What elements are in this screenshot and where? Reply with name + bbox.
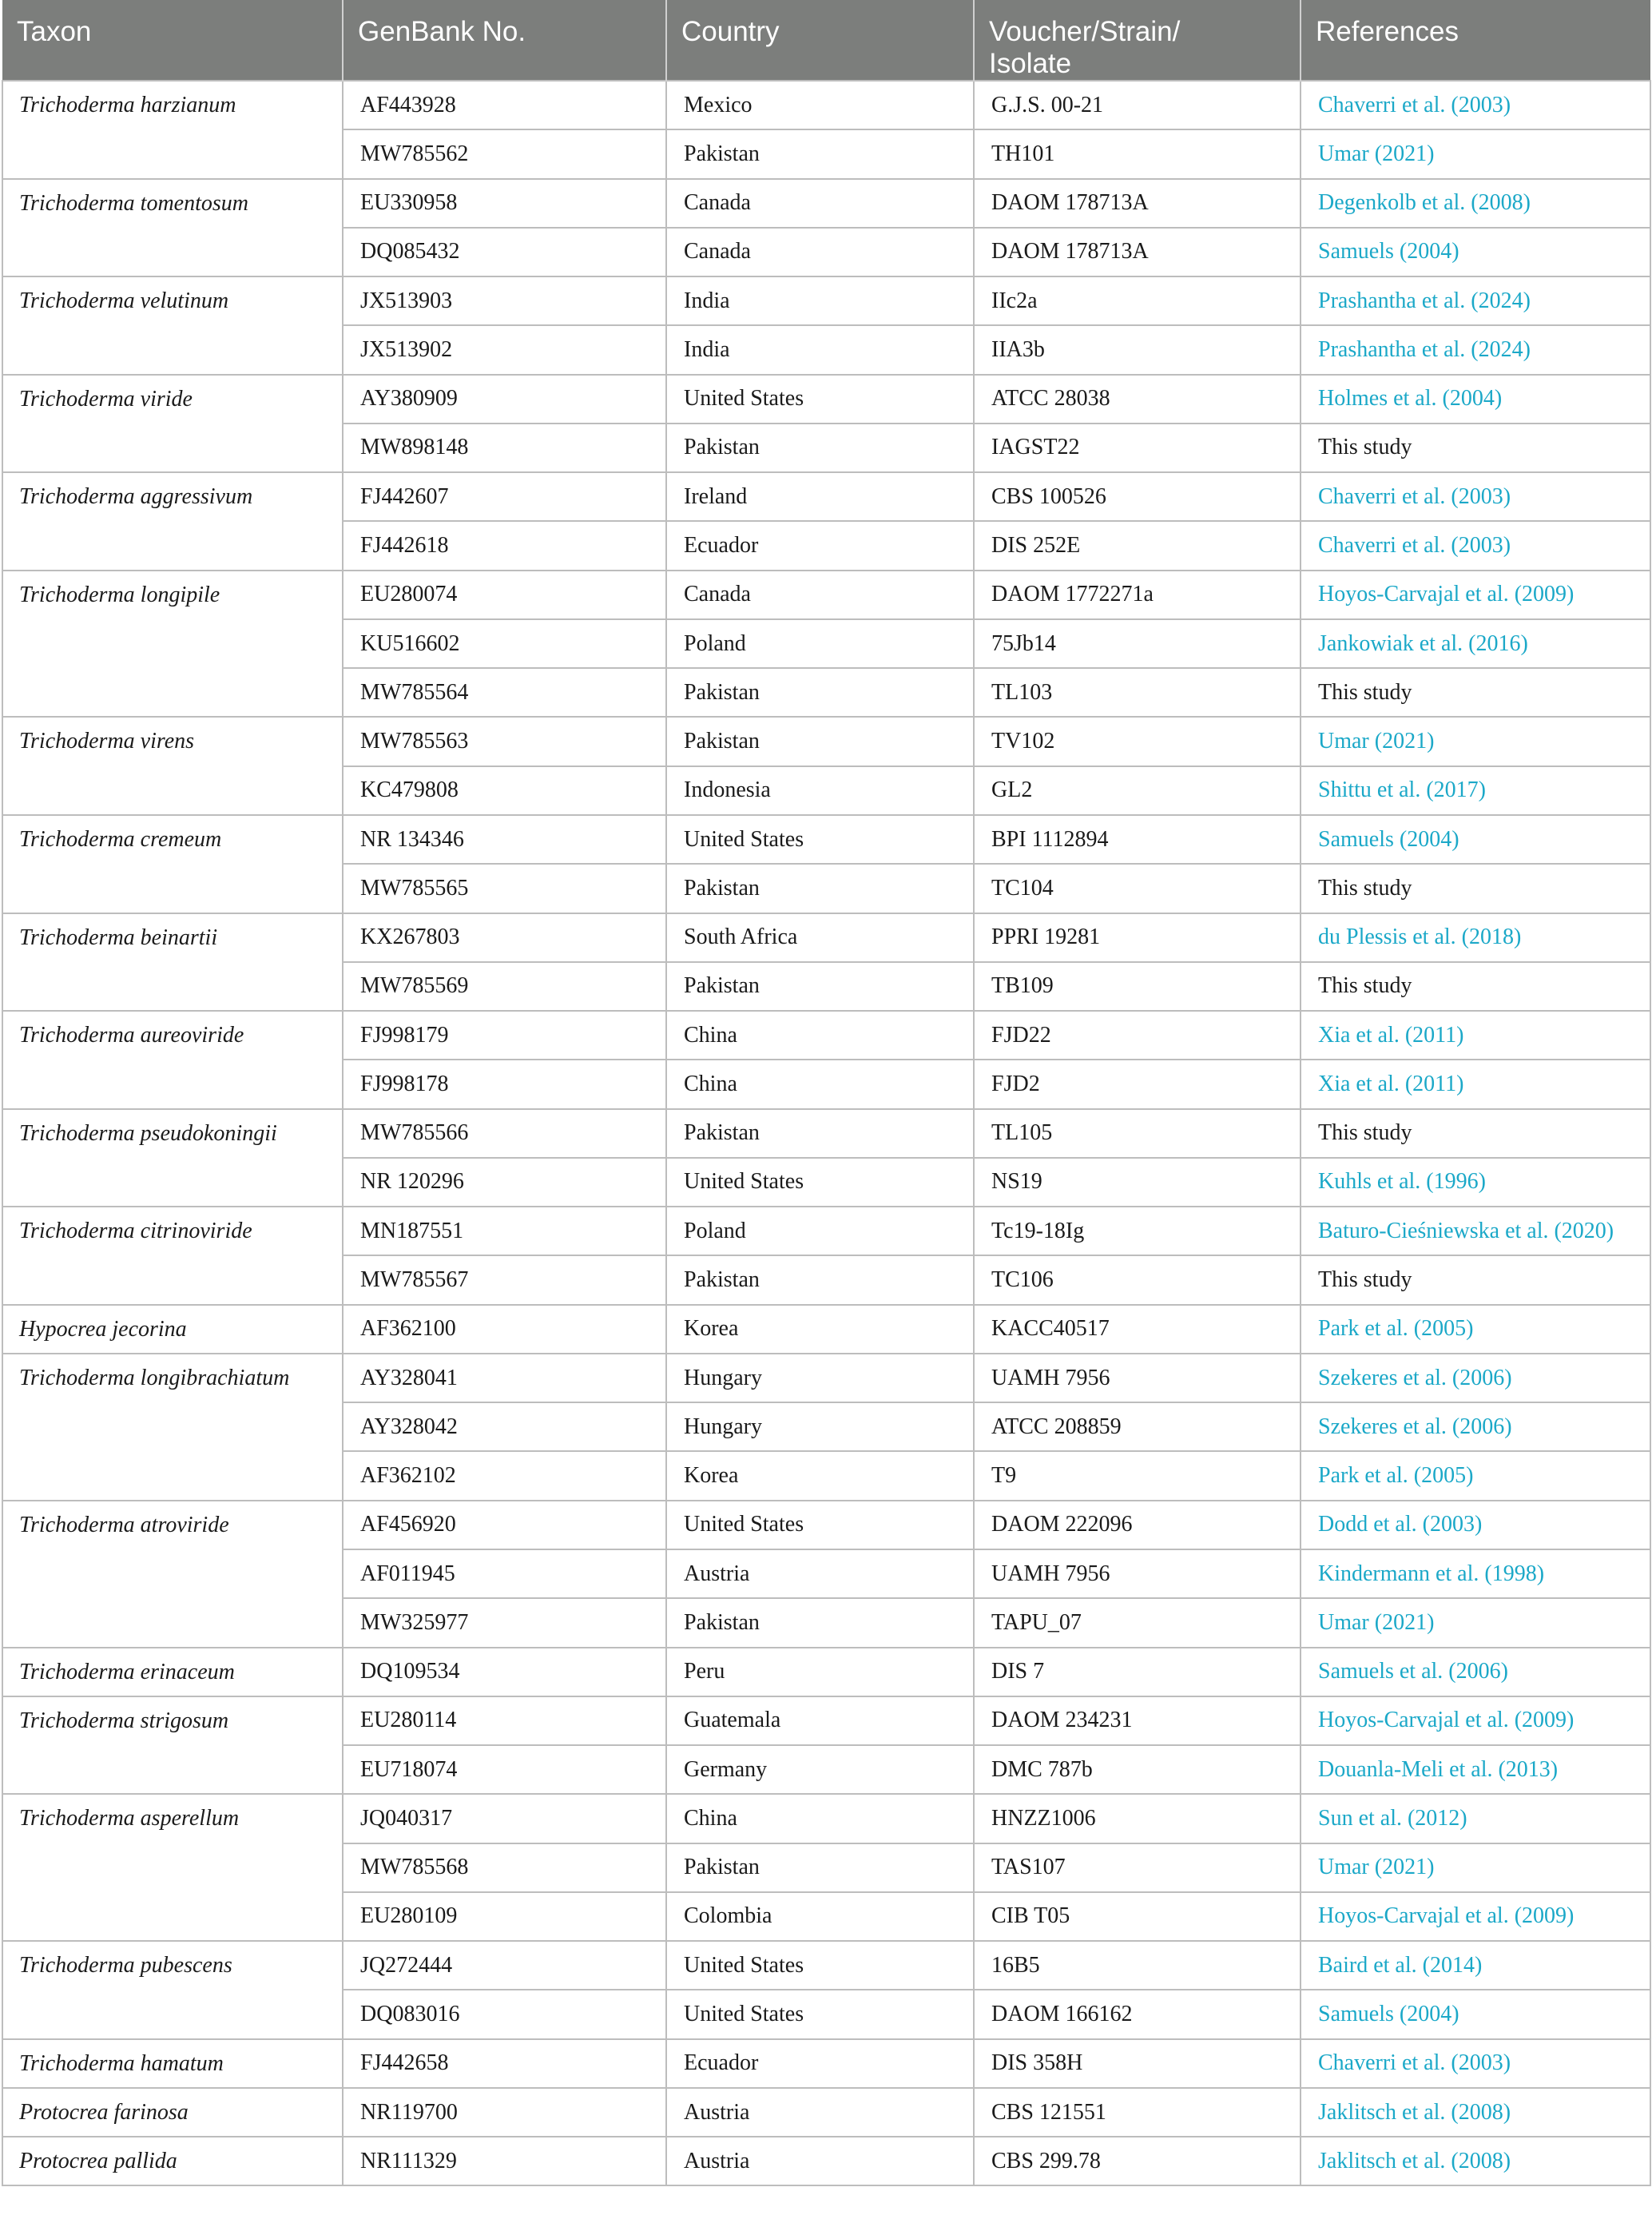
voucher-cell: IAGST22 (974, 424, 1301, 472)
taxon-cell: Trichoderma strigosum (2, 1696, 343, 1795)
genbank-cell: FJ998178 (343, 1060, 666, 1108)
country-cell: United States (666, 1941, 974, 1990)
genbank-cell: MW785569 (343, 962, 666, 1011)
voucher-cell: DAOM 178713A (974, 179, 1301, 228)
table-row (2, 1207, 1650, 1255)
reference-link[interactable]: Dodd et al. (2003) (1301, 1501, 1650, 1549)
voucher-cell: TH101 (974, 129, 1301, 178)
reference-link[interactable]: Chaverri et al. (2003) (1301, 2039, 1650, 2088)
reference-link[interactable]: Prashantha et al. (2024) (1301, 276, 1650, 325)
voucher-cell: PPRI 19281 (974, 913, 1301, 962)
voucher-cell: Tc19-18Ig (974, 1207, 1301, 1255)
voucher-cell: TC106 (974, 1255, 1301, 1304)
taxon-cell: Trichoderma hamatum (2, 2039, 343, 2088)
reference-link[interactable]: Samuels et al. (2006) (1301, 1648, 1650, 1696)
reference-cell: This study (1301, 668, 1650, 717)
voucher-cell: TAPU_07 (974, 1598, 1301, 1647)
taxon-cell: Trichoderma virens (2, 717, 343, 815)
country-cell: India (666, 276, 974, 325)
voucher-cell: DAOM 222096 (974, 1501, 1301, 1549)
country-cell: Pakistan (666, 717, 974, 766)
voucher-cell: FJD2 (974, 1060, 1301, 1108)
header-country: Country (666, 0, 974, 81)
taxon-cell: Trichoderma viride (2, 375, 343, 473)
genbank-cell: JQ272444 (343, 1941, 666, 1990)
genbank-cell: EU280109 (343, 1892, 666, 1941)
table-row (2, 179, 1650, 228)
taxon-cell: Trichoderma atroviride (2, 1501, 343, 1648)
country-cell: United States (666, 1990, 974, 2038)
genbank-cell: EU280114 (343, 1696, 666, 1745)
voucher-cell: TL103 (974, 668, 1301, 717)
table-row (2, 1305, 1650, 1354)
country-cell: Canada (666, 228, 974, 276)
country-cell: Pakistan (666, 864, 974, 913)
genbank-cell: DQ083016 (343, 1990, 666, 2038)
reference-cell: This study (1301, 1255, 1650, 1304)
genbank-cell: AF362102 (343, 1451, 666, 1500)
voucher-cell: DMC 787b (974, 1745, 1301, 1794)
voucher-cell: FJD22 (974, 1011, 1301, 1060)
country-cell: China (666, 1011, 974, 1060)
taxon-cell: Trichoderma tomentosum (2, 179, 343, 277)
voucher-cell: DAOM 234231 (974, 1696, 1301, 1745)
genbank-cell: NR119700 (343, 2088, 666, 2137)
reference-link[interactable]: Umar (2021) (1301, 129, 1650, 178)
voucher-cell: DIS 252E (974, 521, 1301, 570)
voucher-cell: DAOM 178713A (974, 228, 1301, 276)
voucher-cell: DIS 7 (974, 1648, 1301, 1696)
country-cell: Pakistan (666, 668, 974, 717)
taxon-cell: Trichoderma longipile (2, 571, 343, 718)
country-cell: Indonesia (666, 766, 974, 815)
country-cell: Poland (666, 619, 974, 668)
genbank-cell: MW325977 (343, 1598, 666, 1647)
genbank-cell: FJ442607 (343, 472, 666, 521)
voucher-cell: CBS 121551 (974, 2088, 1301, 2137)
genbank-cell: AF456920 (343, 1501, 666, 1549)
table-row (2, 1794, 1650, 1843)
table-row (2, 717, 1650, 766)
reference-link[interactable]: Szekeres et al. (2006) (1301, 1354, 1650, 1402)
genbank-cell: MW785567 (343, 1255, 666, 1304)
taxon-cell: Trichoderma pseudokoningii (2, 1109, 343, 1207)
country-cell: China (666, 1794, 974, 1843)
country-cell: Colombia (666, 1892, 974, 1941)
genbank-cell: FJ442618 (343, 521, 666, 570)
voucher-cell: G.J.S. 00-21 (974, 81, 1301, 129)
country-cell: Germany (666, 1745, 974, 1794)
taxon-table (2, 0, 1651, 2186)
country-cell: United States (666, 815, 974, 864)
header-references: References (1301, 0, 1650, 81)
reference-link[interactable]: Xia et al. (2011) (1301, 1060, 1650, 1108)
country-cell: Canada (666, 179, 974, 228)
country-cell: United States (666, 1501, 974, 1549)
voucher-cell: NS19 (974, 1158, 1301, 1207)
reference-link[interactable]: Degenkolb et al. (2008) (1301, 179, 1650, 228)
reference-link[interactable]: Chaverri et al. (2003) (1301, 81, 1650, 129)
country-cell: Ecuador (666, 521, 974, 570)
country-cell: Korea (666, 1305, 974, 1354)
reference-link[interactable]: Chaverri et al. (2003) (1301, 472, 1650, 521)
reference-link[interactable]: Kindermann et al. (1998) (1301, 1549, 1650, 1598)
country-cell: Austria (666, 2137, 974, 2185)
taxon-cell: Trichoderma harzianum (2, 81, 343, 179)
voucher-cell: BPI 1112894 (974, 815, 1301, 864)
table-row (2, 913, 1650, 962)
reference-link[interactable]: Hoyos-Carvajal et al. (2009) (1301, 571, 1650, 619)
genbank-cell: NR 120296 (343, 1158, 666, 1207)
voucher-cell: ATCC 208859 (974, 1402, 1301, 1451)
voucher-cell: DIS 358H (974, 2039, 1301, 2088)
reference-link[interactable]: Holmes et al. (2004) (1301, 375, 1650, 424)
voucher-cell: KACC40517 (974, 1305, 1301, 1354)
reference-link[interactable]: Baturo-Cieśniewska et al. (2020) (1301, 1207, 1650, 1255)
voucher-cell: T9 (974, 1451, 1301, 1500)
reference-link[interactable]: Kuhls et al. (1996) (1301, 1158, 1650, 1207)
genbank-cell: KX267803 (343, 913, 666, 962)
country-cell: United States (666, 1158, 974, 1207)
country-cell: Pakistan (666, 962, 974, 1011)
genbank-cell: AF011945 (343, 1549, 666, 1598)
genbank-cell: FJ442658 (343, 2039, 666, 2088)
genbank-cell: AF443928 (343, 81, 666, 129)
voucher-cell: HNZZ1006 (974, 1794, 1301, 1843)
reference-link[interactable]: Sun et al. (2012) (1301, 1794, 1650, 1843)
taxon-cell: Trichoderma velutinum (2, 276, 343, 375)
genbank-cell: MW785565 (343, 864, 666, 913)
country-cell: Pakistan (666, 1255, 974, 1304)
taxon-cell: Trichoderma aggressivum (2, 472, 343, 571)
voucher-cell: CBS 100526 (974, 472, 1301, 521)
voucher-cell: TL105 (974, 1109, 1301, 1158)
table-body (2, 81, 1650, 2185)
country-cell: Peru (666, 1648, 974, 1696)
voucher-cell: IIA3b (974, 325, 1301, 374)
voucher-cell: CIB T05 (974, 1892, 1301, 1941)
taxon-cell: Trichoderma beinartii (2, 913, 343, 1012)
table-row (2, 81, 1650, 129)
table-row (2, 276, 1650, 325)
taxon-cell: Hypocrea jecorina (2, 1305, 343, 1354)
genbank-cell: DQ085432 (343, 228, 666, 276)
country-cell: Hungary (666, 1354, 974, 1402)
genbank-cell: AY328042 (343, 1402, 666, 1451)
voucher-cell: 16B5 (974, 1941, 1301, 1990)
genbank-cell: DQ109534 (343, 1648, 666, 1696)
reference-link[interactable]: Jankowiak et al. (2016) (1301, 619, 1650, 668)
genbank-cell: AY380909 (343, 375, 666, 424)
table-row (2, 815, 1650, 864)
table-row (2, 1109, 1650, 1158)
country-cell: Pakistan (666, 1109, 974, 1158)
voucher-cell: GL2 (974, 766, 1301, 815)
country-cell: China (666, 1060, 974, 1108)
country-cell: United States (666, 375, 974, 424)
genbank-cell: MW785564 (343, 668, 666, 717)
reference-link[interactable]: Shittu et al. (2017) (1301, 766, 1650, 815)
genbank-cell: JX513902 (343, 325, 666, 374)
country-cell: South Africa (666, 913, 974, 962)
country-cell: Canada (666, 571, 974, 619)
genbank-cell: JQ040317 (343, 1794, 666, 1843)
voucher-cell: DAOM 1772271a (974, 571, 1301, 619)
country-cell: Austria (666, 2088, 974, 2137)
genbank-cell: MW898148 (343, 424, 666, 472)
taxon-cell: Trichoderma pubescens (2, 1941, 343, 2039)
reference-cell: This study (1301, 864, 1650, 913)
table-row (2, 2088, 1650, 2137)
table-row (2, 1696, 1650, 1745)
table-row (2, 375, 1650, 424)
reference-link[interactable]: Umar (2021) (1301, 717, 1650, 766)
header-row (2, 0, 1650, 81)
reference-link[interactable]: du Plessis et al. (2018) (1301, 913, 1650, 962)
reference-link[interactable]: Samuels (2004) (1301, 228, 1650, 276)
reference-link[interactable]: Szekeres et al. (2006) (1301, 1402, 1650, 1451)
header-taxon: Taxon (2, 0, 343, 81)
country-cell: Pakistan (666, 1843, 974, 1892)
reference-link[interactable]: Umar (2021) (1301, 1843, 1650, 1892)
reference-link[interactable]: Xia et al. (2011) (1301, 1011, 1650, 1060)
table-row (2, 2039, 1650, 2088)
reference-link[interactable]: Samuels (2004) (1301, 815, 1650, 864)
table-row (2, 1011, 1650, 1060)
genbank-cell: MW785563 (343, 717, 666, 766)
genbank-cell: AF362100 (343, 1305, 666, 1354)
table-row (2, 472, 1650, 521)
country-cell: Pakistan (666, 129, 974, 178)
genbank-cell: EU330958 (343, 179, 666, 228)
taxon-cell: Trichoderma aureoviride (2, 1011, 343, 1109)
reference-link[interactable]: Park et al. (2005) (1301, 1305, 1650, 1354)
genbank-cell: AY328041 (343, 1354, 666, 1402)
table-row (2, 571, 1650, 619)
genbank-cell: MW785566 (343, 1109, 666, 1158)
reference-cell: This study (1301, 424, 1650, 472)
genbank-cell: NR111329 (343, 2137, 666, 2185)
taxon-cell: Protocrea farinosa (2, 2088, 343, 2137)
reference-cell: This study (1301, 1109, 1650, 1158)
reference-link[interactable]: Samuels (2004) (1301, 1990, 1650, 2038)
country-cell: Guatemala (666, 1696, 974, 1745)
voucher-cell: 75Jb14 (974, 619, 1301, 668)
genbank-cell: MW785562 (343, 129, 666, 178)
voucher-cell: TV102 (974, 717, 1301, 766)
genbank-cell: MW785568 (343, 1843, 666, 1892)
genbank-cell: JX513903 (343, 276, 666, 325)
voucher-cell: UAMH 7956 (974, 1549, 1301, 1598)
reference-link[interactable]: Hoyos-Carvajal et al. (2009) (1301, 1696, 1650, 1745)
country-cell: Hungary (666, 1402, 974, 1451)
reference-link[interactable]: Baird et al. (2014) (1301, 1941, 1650, 1990)
country-cell: Korea (666, 1451, 974, 1500)
country-cell: Poland (666, 1207, 974, 1255)
country-cell: Pakistan (666, 424, 974, 472)
reference-link[interactable]: Jaklitsch et al. (2008) (1301, 2088, 1650, 2137)
reference-cell: This study (1301, 962, 1650, 1011)
reference-link[interactable]: Douanla-Meli et al. (2013) (1301, 1745, 1650, 1794)
taxon-cell: Protocrea pallida (2, 2137, 343, 2185)
country-cell: Ireland (666, 472, 974, 521)
country-cell: Ecuador (666, 2039, 974, 2088)
table-row (2, 1354, 1650, 1402)
table-row (2, 2137, 1650, 2185)
voucher-cell: TAS107 (974, 1843, 1301, 1892)
taxon-cell: Trichoderma longibrachiatum (2, 1354, 343, 1501)
genbank-cell: KU516602 (343, 619, 666, 668)
taxon-cell: Trichoderma erinaceum (2, 1648, 343, 1696)
table-row (2, 1501, 1650, 1549)
genbank-cell: FJ998179 (343, 1011, 666, 1060)
voucher-cell: DAOM 166162 (974, 1990, 1301, 2038)
voucher-cell: CBS 299.78 (974, 2137, 1301, 2185)
genbank-cell: KC479808 (343, 766, 666, 815)
country-cell: India (666, 325, 974, 374)
reference-link[interactable]: Park et al. (2005) (1301, 1451, 1650, 1500)
voucher-cell: ATCC 28038 (974, 375, 1301, 424)
taxon-cell: Trichoderma asperellum (2, 1794, 343, 1941)
country-cell: Austria (666, 1549, 974, 1598)
taxon-cell: Trichoderma cremeum (2, 815, 343, 913)
table-row (2, 1648, 1650, 1696)
taxon-cell: Trichoderma citrinoviride (2, 1207, 343, 1305)
country-cell: Mexico (666, 81, 974, 129)
genbank-cell: MN187551 (343, 1207, 666, 1255)
voucher-cell: TC104 (974, 864, 1301, 913)
reference-link[interactable]: Prashantha et al. (2024) (1301, 325, 1650, 374)
header-voucher: Voucher/Strain/ Isolate (974, 0, 1301, 81)
reference-link[interactable]: Chaverri et al. (2003) (1301, 521, 1650, 570)
country-cell: Pakistan (666, 1598, 974, 1647)
genbank-cell: EU280074 (343, 571, 666, 619)
voucher-cell: TB109 (974, 962, 1301, 1011)
voucher-cell: UAMH 7956 (974, 1354, 1301, 1402)
voucher-cell: IIc2a (974, 276, 1301, 325)
table-row (2, 1941, 1650, 1990)
genbank-cell: EU718074 (343, 1745, 666, 1794)
reference-link[interactable]: Jaklitsch et al. (2008) (1301, 2137, 1650, 2185)
reference-link[interactable]: Hoyos-Carvajal et al. (2009) (1301, 1892, 1650, 1941)
header-genbank: GenBank No. (343, 0, 666, 81)
genbank-cell: NR 134346 (343, 815, 666, 864)
reference-link[interactable]: Umar (2021) (1301, 1598, 1650, 1647)
